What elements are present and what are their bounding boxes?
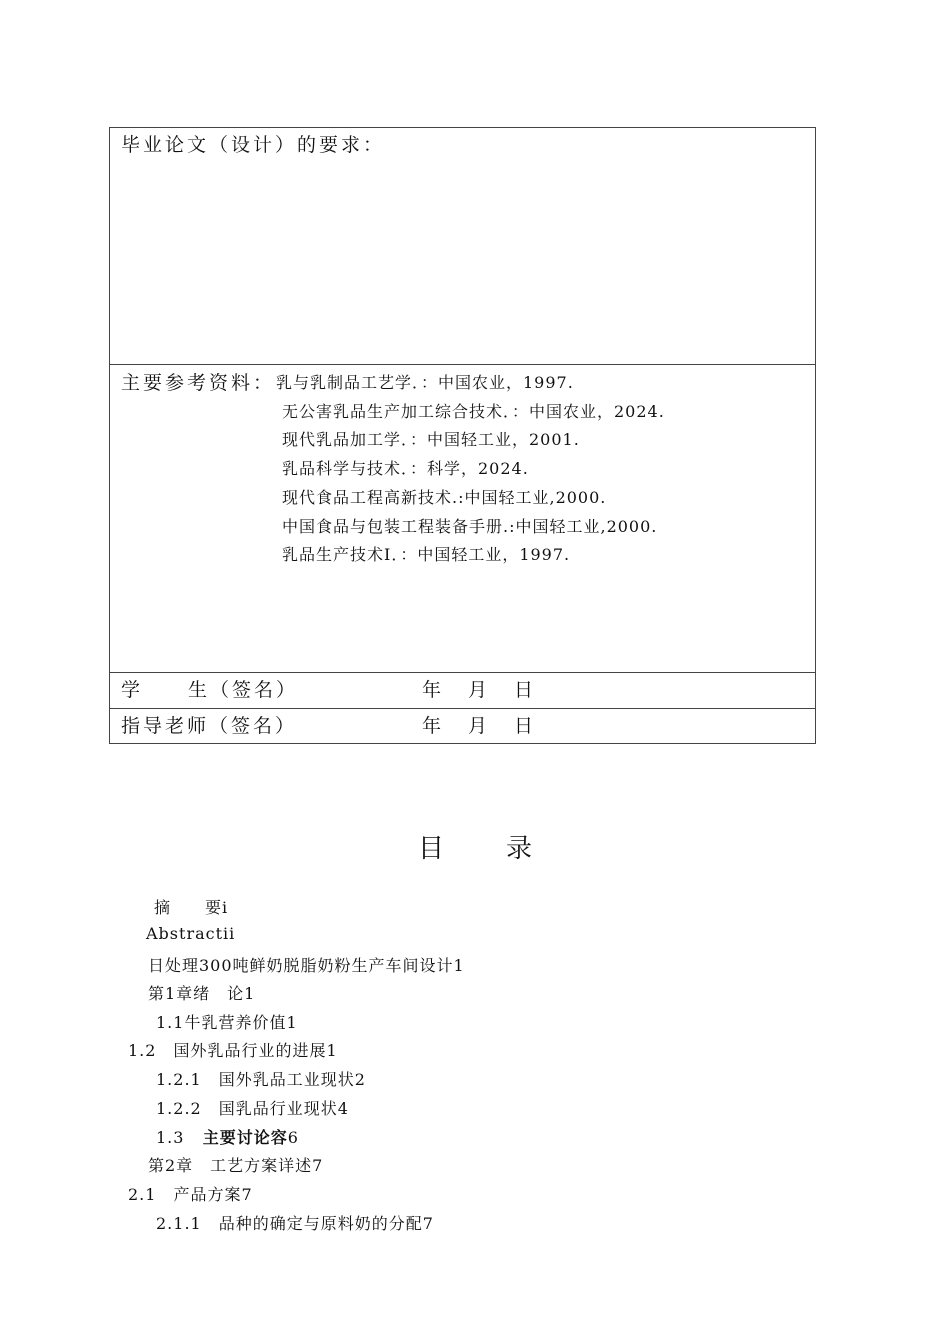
toc-entry[interactable]: 1.2.1 国外乳品工业现状2 <box>156 1070 366 1089</box>
reference-item: 中国食品与包装工程装备手册.:中国轻工业,2000. <box>282 516 658 536</box>
requirements-label: 毕业论文（设计）的要求： <box>121 134 386 156</box>
toc-entry-title: 主要讨论容 <box>202 1128 288 1147</box>
toc-title-part-b: 录 <box>506 834 533 864</box>
student-label-b: 生（签名） <box>188 679 299 701</box>
toc-title <box>0 828 950 865</box>
reference-item: 乳品科学与技术．：科学，2024. <box>282 459 529 479</box>
toc-entry[interactable]: 1.2.2 国乳品行业现状4 <box>156 1099 349 1118</box>
toc-entry[interactable]: 日处理300吨鲜奶脱脂奶粉生产车间设计1 <box>148 956 465 975</box>
toc-entry[interactable]: 第1章绪 论1 <box>148 984 256 1003</box>
student-label-a: 学 <box>121 679 144 701</box>
references-section <box>110 365 815 673</box>
toc-entry[interactable]: 1.1牛乳营养价值1 <box>156 1013 298 1032</box>
requirements-section <box>110 128 815 365</box>
toc-entry-page: 6 <box>287 1128 299 1147</box>
student-date <box>422 675 560 702</box>
toc-entry[interactable]: Abstractii <box>146 924 236 943</box>
date-year: 年 <box>422 679 442 701</box>
reference-item: 乳与乳制品工艺学．：中国农业，1997. <box>276 372 574 392</box>
reference-item: 现代食品工程高新技术.:中国轻工业,2000. <box>282 487 607 507</box>
advisor-date <box>422 711 560 738</box>
date-month: 月 <box>468 715 488 737</box>
toc-entry[interactable]: 2.1 产品方案7 <box>128 1185 253 1204</box>
toc-entry[interactable] <box>156 1125 299 1148</box>
toc-entry[interactable]: 摘 要i <box>154 898 229 917</box>
advisor-signature-row <box>110 709 815 744</box>
reference-item: 乳品生产技术Ⅰ．：中国轻工业，1997. <box>282 545 571 565</box>
date-day: 日 <box>514 715 534 737</box>
reference-item: 无公害乳品生产加工综合技术．：中国农业，2024. <box>282 401 665 421</box>
date-year: 年 <box>422 715 442 737</box>
toc-entry[interactable]: 2.1.1 品种的确定与原料奶的分配7 <box>156 1214 434 1233</box>
toc-entry[interactable]: 第2章 工艺方案详述7 <box>148 1156 324 1175</box>
toc-entry[interactable]: 1.2 国外乳品行业的进展1 <box>128 1041 338 1060</box>
reference-item: 现代乳品加工学．：中国轻工业，2001. <box>282 430 580 450</box>
thesis-form-table <box>109 127 816 744</box>
date-month: 月 <box>468 679 488 701</box>
advisor-signature-label: 指导老师（签名） <box>121 715 298 737</box>
student-signature-row <box>110 673 815 709</box>
date-day: 日 <box>514 679 534 701</box>
student-signature-label <box>121 675 298 702</box>
references-label: 主要参考资料： <box>121 372 276 394</box>
toc-title-part-a: 目 <box>417 834 444 864</box>
reference-list <box>276 369 665 570</box>
toc-entry-number: 1.3 <box>156 1128 185 1147</box>
